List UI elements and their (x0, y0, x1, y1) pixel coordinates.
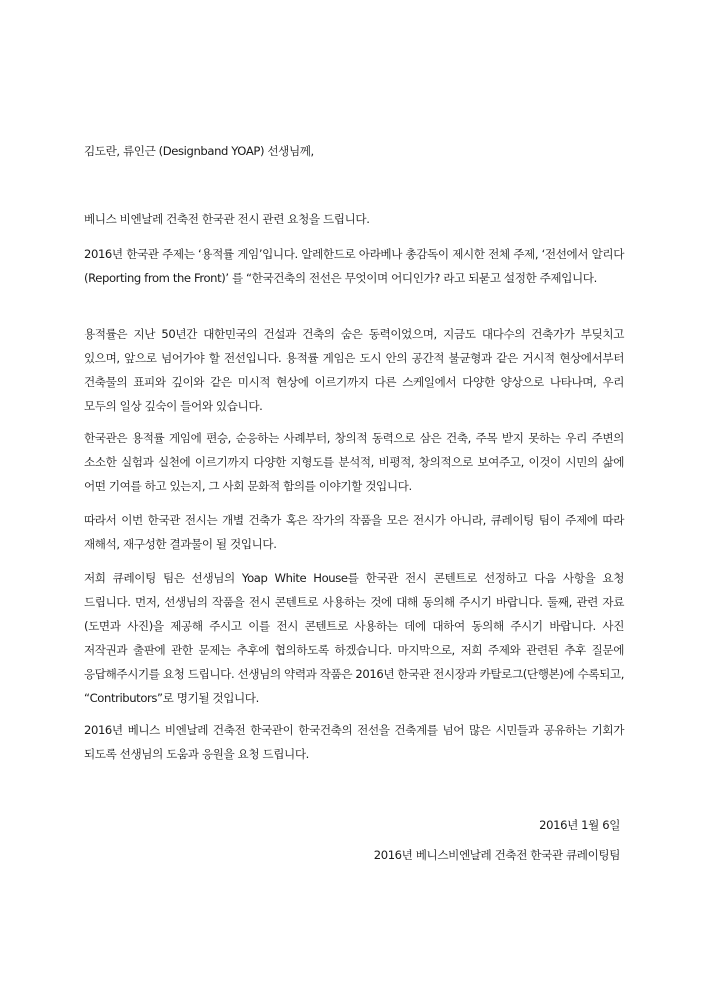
letter-signature: 2016년 베니스비엔날레 건축전 한국관 큐레이팅팀 (373, 848, 620, 862)
paragraph-theme: 2016년 한국관 주제는 ‘용적률 게임’입니다. 알레한드로 아라베나 총감독이 제시한 전체 주제, ‘전선에서 알리다 (Reporting from the Front)’ 를 “한국건축의 전선은 무엇이며 어디인가? 라고 되묻고 설정한 주제입니다. (84, 247, 624, 285)
letter-greeting: 김도란, 류인근 (Designband YOAP) 선생님께, (84, 144, 314, 158)
paragraph-closing: 2016년 베니스 비엔날레 건축전 한국관이 한국건축의 전선을 건축계를 넘어 많은 시민들과 공유하는 기회가 되도록 선생님의 도움과 응원을 요청 드립니다. (84, 723, 624, 761)
letter-date: 2016년 1월 6일 (539, 818, 620, 832)
paragraph-floor-area-ratio: 용적률은 지난 50년간 대한민국의 건설과 건축의 숨은 동력이었으며, 지금도 대다수의 건축가가 부딪치고 있으며, 앞으로 넘어가야 할 전선입니다. 용적률 게임은 도시 안의 공간적 불균형과 같은 거시적 현상에서부터 건축물의 표피와 깊이와 같은 미시적 현상에 이르기까지 다른 스케일에서 다양한 양상으로 나타나며, 우리 모두의 일상 깊숙이 들어와 있습니다. (84, 327, 624, 413)
paragraph-korean-pavilion: 한국관은 용적률 게임에 편승, 순응하는 사례부터, 창의적 동력으로 삼은 건축, 주목 받지 못하는 우리 주변의 소소한 실험과 실천에 이르기까지 다양한 지형도를 분석적, 비평적, 창의적으로 보여주고, 이것이 시민의 삶에 어떤 기여를 하고 있는지, 그 사회 문화적 함의를 이야기할 것입니다. (84, 431, 624, 493)
paragraph-exhibition-concept: 따라서 이번 한국관 전시는 개별 건축가 혹은 작가의 작품을 모은 전시가 아니라, 큐레이팅 팀이 주제에 따라 재해석, 재구성한 결과물이 될 것입니다. (84, 513, 624, 551)
paragraph-request-details: 저희 큐레이팅 팀은 선생님의 Yoap White House를 한국관 전시 콘텐트로 선정하고 다음 사항을 요청 드립니다. 먼저, 선생님의 작품을 전시 콘텐트로 사용하는 것에 대해 동의해 주시기 바랍니다. 둘째, 관련 자료 (도면과 사진)을 제공해 주시고 이를 전시 콘텐트로 사용하는 데에 대하여 동의해 주시기 바랍니다. 사진 저작권과 출판에 관한 문제는 추후에 협의하도록 하겠습니다. 마지막으로, 저희 주제와 관련된 추후 질문에 응답해주시기를 요청 드립니다. 선생님의 약력과 작품은 2016년 한국관 전시장과 카탈로그(단행본)에 수록되고, “Contributors”로 명기될 것입니다. (84, 571, 624, 705)
letter-subject: 베니스 비엔날레 건축전 한국관 전시 관련 요청을 드립니다. (84, 212, 370, 226)
